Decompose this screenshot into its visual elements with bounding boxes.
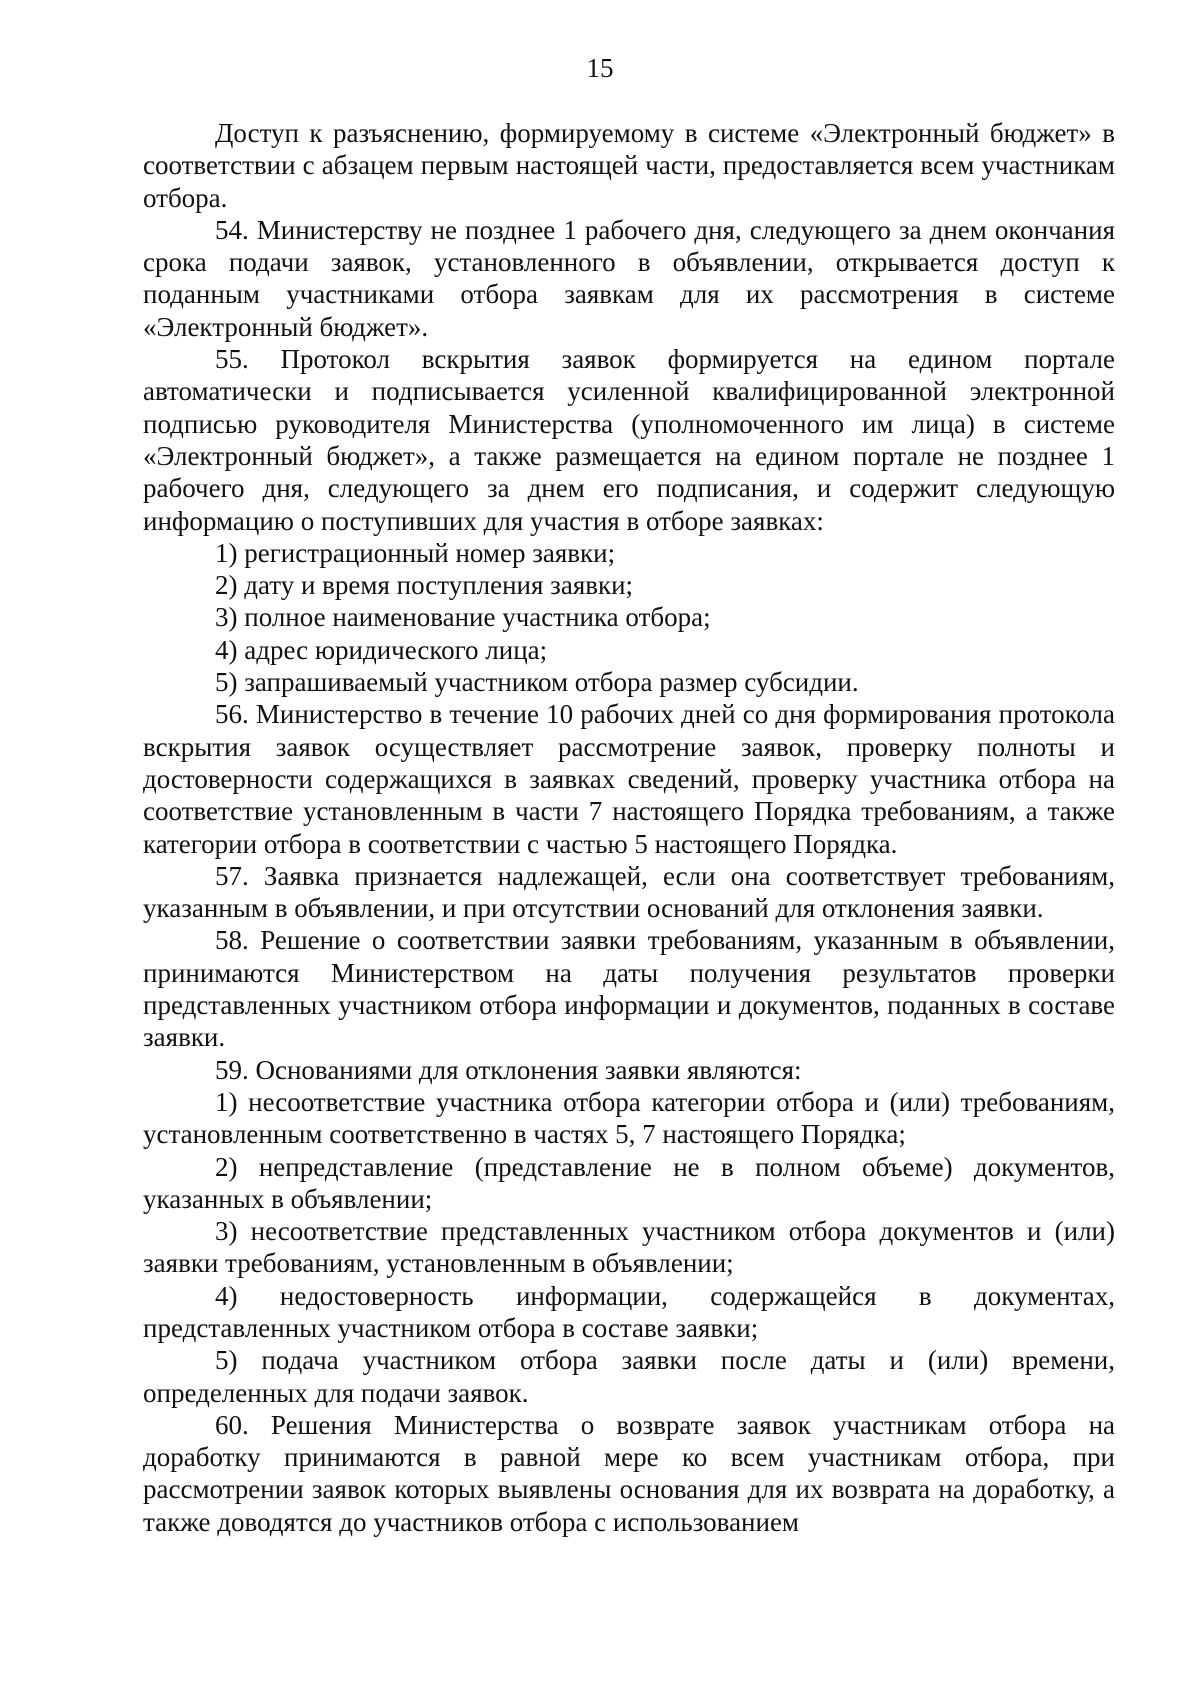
paragraph: 60. Решения Министерства о возврате заявок участникам отбора на доработку принимаются в равной мере ко всем участникам отбора, при рассмотрении заявок которых выявлены основания для их возврата на доработку, а также доводятся до участников отбора с использованием: [143, 1409, 1115, 1537]
list-item: 1) регистрационный номер заявки;: [215, 537, 616, 568]
list-item: 4) адрес юридического лица;: [215, 634, 548, 665]
page-number: 15: [586, 53, 614, 83]
list-item: 2) непредставление (представление не в полном объеме) документов, указанных в объявлении;: [143, 1151, 1115, 1214]
list-item: 5) подача участником отбора заявки после даты и (или) времени, определенных для подачи заявок.: [143, 1345, 1115, 1408]
list-item: 3) полное наименование участника отбора;: [215, 602, 711, 633]
document-body: [143, 117, 1115, 1538]
paragraph: 57. Заявка признается надлежащей, если она соответствует требованиям, указанным в объявлении, и при отсутствии оснований для отклонения заявки.: [143, 860, 1115, 924]
list-item: 5) запрашиваемый участником отбора размер субсидии.: [215, 667, 859, 698]
list-item: 4) недостоверность информации, содержащейся в документах, представленных участником отбора в составе заявки;: [143, 1280, 1115, 1343]
paragraph: 59. Основаниями для отклонения заявки являются:: [215, 1054, 802, 1085]
paragraph: 54. Министерству не позднее 1 рабочего дня, следующего за днем окончания срока подачи заявок, установленного в объявлении, открывается доступ к поданным участниками отбора заявкам для их рассмотрения в системе «Электронный бюджет».: [143, 214, 1115, 342]
list-item: 3) несоответствие представленных участником отбора документов и (или) заявки требованиям, установленным в объявлении;: [143, 1216, 1115, 1279]
paragraph: 56. Министерство в течение 10 рабочих дней со дня формирования протокола вскрытия заявок осуществляет рассмотрение заявок, проверку полноты и достоверности содержащихся в заявках сведений, проверку участника отбора на соответствие установленным в части 7 настоящего Порядка требованиям, а также категории отбора в соответствии с частью 5 настоящего Порядка.: [143, 699, 1115, 859]
paragraph: 58. Решение о соответствии заявки требованиям, указанным в объявлении, принимаются Министерством на даты получения результатов проверки представленных участником отбора информации и документов, поданных в составе заявки.: [143, 925, 1115, 1053]
paragraph: Доступ к разъяснению, формируемому в системе «Электронный бюджет» в соответствии с абзацем первым настоящей части, предоставляется всем участникам отбора.: [143, 118, 1115, 213]
list-item: 2) дату и время поступления заявки;: [215, 570, 634, 601]
list-item: 1) несоответствие участника отбора категории отбора и (или) требованиям, установленным соответственно в частях 5, 7 настоящего Порядка;: [143, 1086, 1115, 1150]
paragraph: 55. Протокол вскрытия заявок формируется на едином портале автоматически и подписывается усиленной квалифицированной электронной подписью руководителя Министерства (уполномоченного им лица) в системе «Электронный бюджет», а также размещается на едином портале не позднее 1 рабочего дня, следующего за днем его подписания, и содержит следующую информацию о поступивших для участия в отборе заявках:: [143, 344, 1115, 536]
